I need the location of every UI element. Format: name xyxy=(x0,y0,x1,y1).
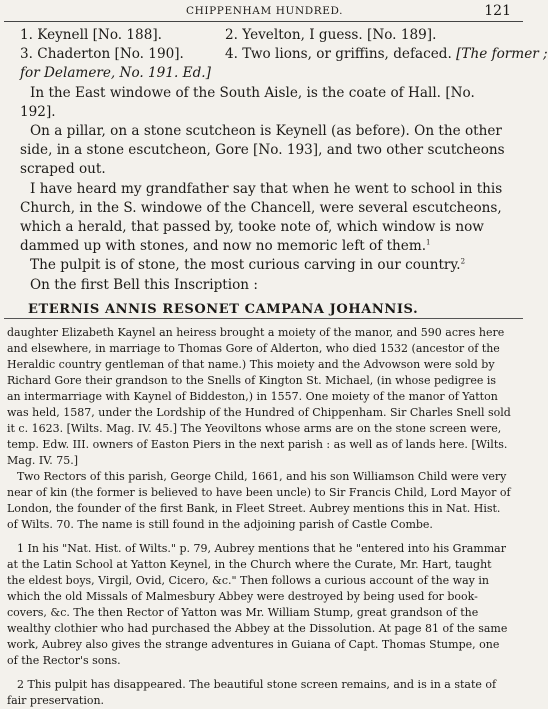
list-row-1 xyxy=(20,26,513,45)
footnote-marker-2: 2 xyxy=(460,257,466,266)
paragraph-pillar: On a pillar, on a stone scutcheon is Keynell (as before). On the other side, in a stone escutcheon, Gore [No. 193], and two other scutcheons scraped out. xyxy=(20,122,505,178)
paragraph-bell: On the first Bell this Inscription : xyxy=(30,276,258,293)
list-row-2 xyxy=(20,45,548,64)
running-head: CHIPPENHAM HUNDRED. xyxy=(186,5,344,17)
list-item-4-text: 4. Two lions, or griffins, defaced. xyxy=(225,46,452,63)
page-number: 121 xyxy=(484,3,511,19)
list-row-3 xyxy=(20,64,513,83)
list-item-2: 2. Yevelton, I guess. [No. 189]. xyxy=(225,27,437,43)
page-header xyxy=(0,3,523,19)
notes-rule xyxy=(4,318,523,319)
paragraph-grandfather-text: I have heard my grandfather say that when he went to school in this Church, in the S. windowe of the Chancell, were several escutcheons, which a herald, that passed by, tooke note of, which window is now dammed up with stones, and now no memoric left of them. xyxy=(20,180,503,255)
editor-note-rest: for Delamere, No. 191. xyxy=(20,65,179,82)
notes-section xyxy=(7,325,513,709)
paragraph-grandfather xyxy=(20,180,513,257)
footnote-marker-1: 1 xyxy=(426,238,431,247)
paragraph-hall: In the East windowe of the South Aisle, is the coate of Hall. [No. 192]. xyxy=(20,84,475,120)
bell-inscription: ETERNIS ANNIS RESONET CAMPANA JOHANNIS. xyxy=(28,301,419,317)
editor-note-ed: Ed.] xyxy=(182,65,211,82)
header-rule xyxy=(4,21,523,22)
main-text xyxy=(20,26,548,320)
note-continuation: daughter Elizabeth Kaynel an heiress brought a moiety of the manor, and 590 acres here and elsewhere, in marriage to Thomas Gore of Alderton, who died 1532 (ancestor of the Heraldic country gentleman of that name.) This moiety and the Advowson were sold by Richard Gore their grandson to the Snells of Kington St. Michael, (in whose pedigree is an intermarriage with Kaynel of Biddeston,) in 1557. One moiety of the manor of Yatton was held, 1587, under the Lordship of the Hundred of Chippenham. Sir Charles Snell sold it c. 1623. [Wilts. Mag. IV. 45.] The Yeoviltons whose arms are on the stone screen were, temp. Edw. III. owners of Easton Piers in the next parish : as well as of lands here. [Wilts. Mag. IV. 75.] xyxy=(7,326,511,467)
paragraph-pulpit xyxy=(20,256,513,275)
footnote-1: 1 In his "Nat. Hist. of Wilts." p. 79, Aubrey mentions that he "entered into his Grammar at the Latin School at Yatton Keynel, in the Church where the Curate, Mr. Hart, taught the eldest boys, Virgil, Ovid, Cicero, &c." Then follows a curious account of the way in which the old Missals of Malmesbury Abbey were destroyed by being used for book-covers, &c. The then Rector of Yatton was Mr. William Stump, great grandson of the wealthy clothier who had purchased the Abbey at the Dissolution. At page 81 of the same work, Aubrey also gives the strange adventures in Guiana of Capt. Thomas Stumpe, one of the Rector's sons. xyxy=(7,542,508,667)
list-item-1: 1. Keynell [No. 188]. xyxy=(20,27,162,43)
paragraph-pulpit-text: The pulpit is of stone, the most curious carving in our country. xyxy=(30,257,461,274)
list-item-3: 3. Chaderton [No. 190]. xyxy=(20,46,184,63)
note-rectors: Two Rectors of this parish, George Child, 1661, and his son Williamson Child were very near of kin (the former is believed to have been uncle) to Sir Francis Child, Lord Mayor of London, the founder of the first Bank, in Fleet Street. Aubrey mentions this in Nat. Hist. of Wilts. 70. The name is still found in the adjoining parish of Castle Combe. xyxy=(7,470,511,531)
editor-note-open: [The former ; xyxy=(456,46,548,63)
footnote-2: 2 This pulpit has disappeared. The beautiful stone screen remains, and is in a state of fair preservation. xyxy=(7,678,497,707)
list-item-4 xyxy=(225,45,548,64)
